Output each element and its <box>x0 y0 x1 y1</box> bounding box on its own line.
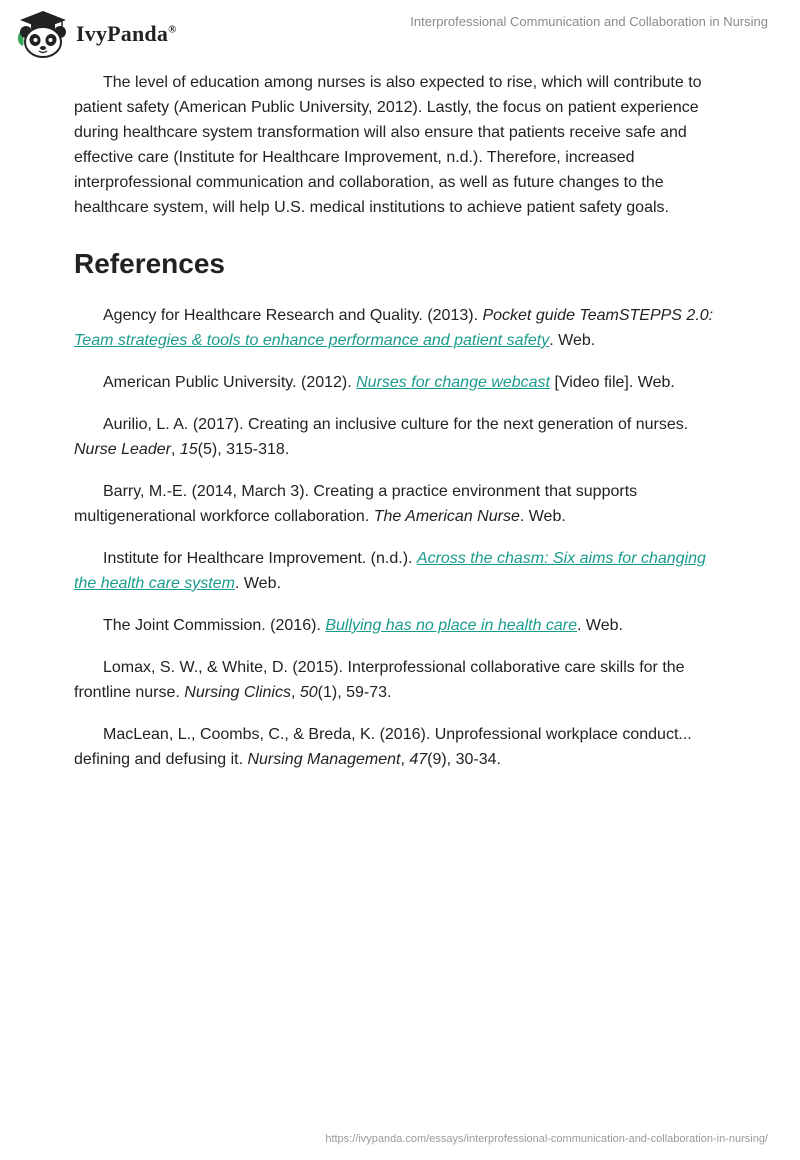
registered-mark: ® <box>168 23 177 36</box>
journal-title: Nursing Management <box>247 751 401 768</box>
reference-link[interactable]: Across the chasm: Six aims for changing the health care system <box>74 550 706 592</box>
reference-entry: Lomax, S. W., & White, D. (2015). Interprofessional collaborative care skills for the frontline nurse. Nursing Clinics, 50(1), 59-73. <box>74 659 685 701</box>
journal-title: Nurse Leader <box>74 441 171 458</box>
reference-entry: The Joint Commission. (2016). Bullying has no place in health care. Web. <box>103 617 623 634</box>
reference-entry: American Public University. (2012). Nurses for change webcast [Video file]. Web. <box>103 374 675 391</box>
reference-entry: Aurilio, L. A. (2017). Creating an inclusive culture for the next generation of nurses. Nurse Leader, 15(5), 315-318. <box>74 416 689 458</box>
document-content <box>74 70 726 789</box>
page-header <box>0 0 800 70</box>
panda-graduate-icon <box>14 8 72 60</box>
footer-url[interactable]: https://ivypanda.com/essays/interprofessional-communication-and-collaboration-in-nursing/ <box>325 1133 768 1145</box>
reference-entry: Institute for Healthcare Improvement. (n.d.). Across the chasm: Six aims for changing the health care system. Web. <box>74 550 706 592</box>
document-title: Interprofessional Communication and Collaboration in Nursing <box>410 14 768 29</box>
brand-name: IvyPanda® <box>76 21 177 46</box>
reference-link[interactable]: Bullying has no place in health care <box>325 617 578 634</box>
references-heading: References <box>74 248 225 279</box>
journal-volume: 15 <box>179 441 198 458</box>
reference-entry: Barry, M.-E. (2014, March 3). Creating a practice environment that supports multigenerational workforce collaboration. The American Nurse. Web. <box>74 483 638 525</box>
journal-title: The American Nurse <box>373 508 520 525</box>
reference-entry: MacLean, L., Coombs, C., & Breda, K. (2016). Unprofessional workplace conduct... defining and defusing it. Nursing Management, 47(9), 30-34. <box>74 726 692 768</box>
journal-volume: 47 <box>409 751 428 768</box>
journal-title: Nursing Clinics <box>184 684 291 701</box>
body-paragraph: The level of education among nurses is also expected to rise, which will contribute to patient safety (American Public University, 2012). Lastly, the focus on patient experience during healthcare system transformation will also ensure that patients receive safe and effective care (Institute for Healthcare Improvement, n.d.). Therefore, increased interprofessional communication and collaboration, as well as future changes to the healthcare system, will help U.S. medical institutions to achieve patient safety goals. <box>74 74 702 216</box>
reference-link[interactable]: Team strategies & tools to enhance performance and patient safety <box>74 332 550 349</box>
reference-italic: Pocket guide TeamSTEPPS 2.0: <box>482 307 714 324</box>
journal-volume: 50 <box>299 684 318 701</box>
reference-link[interactable]: Nurses for change webcast <box>356 374 550 391</box>
ivypanda-logo[interactable] <box>14 8 204 60</box>
reference-entry: Agency for Healthcare Research and Quality. (2013). Pocket guide TeamSTEPPS 2.0: Team strategies & tools to enhance performance and patient safety. Web. <box>74 307 714 349</box>
